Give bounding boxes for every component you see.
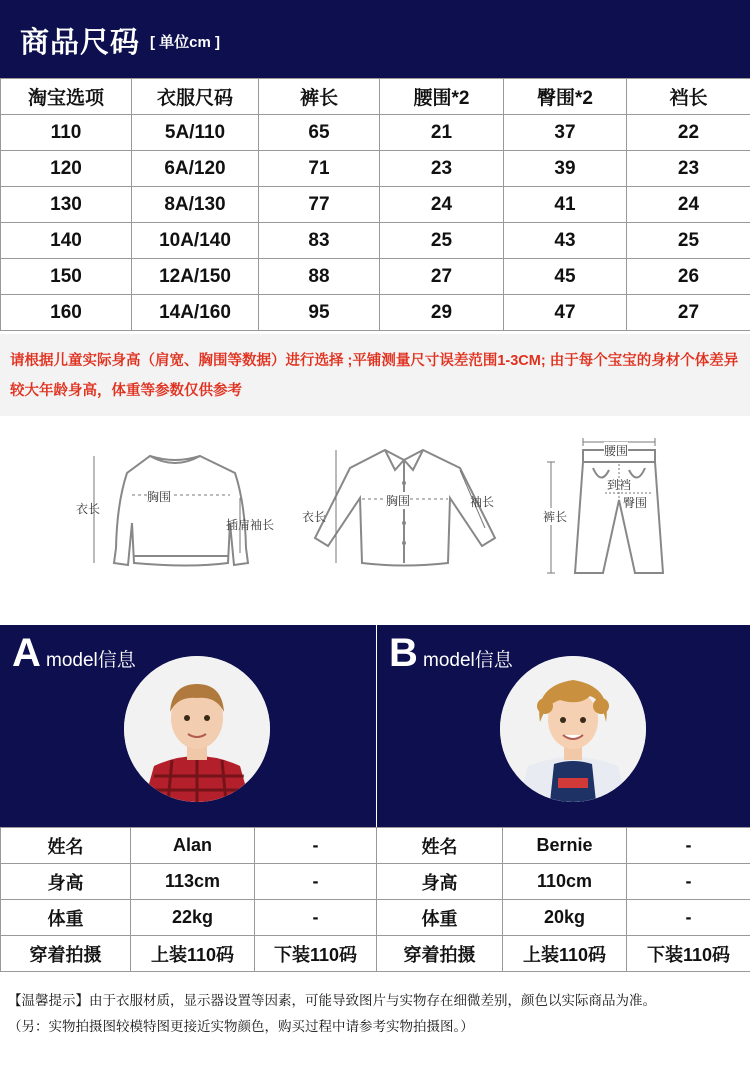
table-cell: 身高 <box>1 864 131 900</box>
table-cell: 姓名 <box>1 828 131 864</box>
tshirt-outline-icon <box>70 428 290 598</box>
table-cell: 10A/140 <box>132 223 259 259</box>
table-row <box>1 187 750 223</box>
tshirt-chest-label: 胸围 <box>147 490 172 504</box>
table-cell: 130 <box>1 187 132 223</box>
model-b-letter: B <box>389 631 418 675</box>
model-b-panel <box>377 625 750 827</box>
table-cell: 22 <box>627 115 750 151</box>
shirt-chest-label: 胸围 <box>386 494 411 508</box>
table-cell: 29 <box>380 295 504 331</box>
pants-crotch-label: 到裆 <box>607 478 632 492</box>
table-cell: 24 <box>380 187 504 223</box>
model-b-avatar <box>500 656 646 802</box>
table-cell: 体重 <box>1 900 131 936</box>
table-cell: 22kg <box>131 900 255 936</box>
table-cell: 41 <box>504 187 627 223</box>
table-cell: 穿着拍摄 <box>1 936 131 972</box>
sizing-note <box>0 334 750 416</box>
table-row <box>1 864 377 900</box>
sizing-note-text: 请根据儿童实际身高（肩宽、胸围等数据）进行选择 ;平铺测量尺寸误差范围1-3CM; 由于每个宝宝的身材个体差异较大年龄身高，体重等参数仅供参考 <box>10 353 739 399</box>
column-header: 臀围*2 <box>504 79 627 115</box>
table-row <box>1 115 750 151</box>
table-row <box>1 936 377 972</box>
table-row <box>1 259 750 295</box>
model-a-avatar <box>124 656 270 802</box>
table-cell: 下装110码 <box>255 936 377 972</box>
table-cell: 120 <box>1 151 132 187</box>
table-row <box>377 828 750 864</box>
table-cell: 21 <box>380 115 504 151</box>
model-b-title: model信息 <box>423 650 513 671</box>
table-cell: 43 <box>504 223 627 259</box>
page-title: 商品尺码 <box>20 27 141 59</box>
model-a-title: model信息 <box>46 650 136 671</box>
column-header: 衣服尺码 <box>132 79 259 115</box>
tips-section <box>8 988 748 1040</box>
table-row <box>1 151 750 187</box>
table-cell: 下装110码 <box>627 936 750 972</box>
table-cell: 8A/130 <box>132 187 259 223</box>
table-cell: 37 <box>504 115 627 151</box>
table-cell: 上装110码 <box>131 936 255 972</box>
table-cell: 65 <box>259 115 380 151</box>
table-row <box>377 936 750 972</box>
table-cell: 27 <box>627 295 750 331</box>
table-row <box>1 223 750 259</box>
table-cell: 24 <box>627 187 750 223</box>
table-cell: 6A/120 <box>132 151 259 187</box>
table-cell: 穿着拍摄 <box>377 936 503 972</box>
table-cell: 25 <box>380 223 504 259</box>
table-cell: - <box>627 828 750 864</box>
table-cell: 83 <box>259 223 380 259</box>
table-cell: 71 <box>259 151 380 187</box>
table-cell: 体重 <box>377 900 503 936</box>
table-cell: 113cm <box>131 864 255 900</box>
column-header: 裤长 <box>259 79 380 115</box>
model-a-panel <box>0 625 376 827</box>
shirt-length-label: 衣长 <box>302 510 327 524</box>
table-cell: 88 <box>259 259 380 295</box>
table-cell: - <box>255 828 377 864</box>
pants-hip-label: 臀围 <box>623 496 648 510</box>
header-bar <box>0 0 750 78</box>
size-table <box>0 78 750 331</box>
table-cell: 上装110码 <box>503 936 627 972</box>
table-cell: 110 <box>1 115 132 151</box>
table-cell: 45 <box>504 259 627 295</box>
table-cell: 140 <box>1 223 132 259</box>
table-row <box>377 864 750 900</box>
table-cell: 150 <box>1 259 132 295</box>
table-cell: 12A/150 <box>132 259 259 295</box>
tips-line: 【温馨提示】由于衣服材质，显示器设置等因素，可能导致图片与实物存在细微差别，颜色以实际商品为准。 <box>8 993 656 1008</box>
column-header: 腰围*2 <box>380 79 504 115</box>
pants-diagram <box>535 428 685 598</box>
size-table-header <box>1 79 750 115</box>
table-cell: 20kg <box>503 900 627 936</box>
table-row <box>1 295 750 331</box>
unit-label: [ 单位cm ] <box>150 34 221 51</box>
shirt-outline-icon <box>300 428 510 598</box>
column-header: 裆长 <box>627 79 750 115</box>
table-row <box>377 900 750 936</box>
column-header: 淘宝选项 <box>1 79 132 115</box>
table-cell: 23 <box>380 151 504 187</box>
tshirt-sleeve-label: 插肩袖长 <box>226 518 275 532</box>
table-cell: 39 <box>504 151 627 187</box>
table-cell: 27 <box>380 259 504 295</box>
table-cell: - <box>255 900 377 936</box>
tshirt-length-label: 衣长 <box>76 502 101 516</box>
table-cell: 身高 <box>377 864 503 900</box>
table-cell: 47 <box>504 295 627 331</box>
table-row <box>1 900 377 936</box>
table-cell: 25 <box>627 223 750 259</box>
shirt-diagram <box>300 428 510 598</box>
table-cell: Bernie <box>503 828 627 864</box>
table-cell: 110cm <box>503 864 627 900</box>
table-cell: - <box>627 864 750 900</box>
table-cell: - <box>255 864 377 900</box>
pants-length-label: 裤长 <box>543 510 568 524</box>
table-cell: 160 <box>1 295 132 331</box>
model-a-table <box>0 827 377 972</box>
model-a-letter: A <box>12 631 41 675</box>
table-cell: 95 <box>259 295 380 331</box>
tips-line: （另：实物拍摄图较模特图更接近实物颜色，购买过程中请参考实物拍摄图。） <box>8 1019 474 1034</box>
model-b-table <box>376 827 750 972</box>
shirt-sleeve-label: 袖长 <box>470 495 495 509</box>
table-cell: 26 <box>627 259 750 295</box>
table-cell: Alan <box>131 828 255 864</box>
tshirt-diagram <box>70 428 290 598</box>
table-cell: 5A/110 <box>132 115 259 151</box>
table-cell: - <box>627 900 750 936</box>
pants-waist-label: 腰围 <box>604 444 629 458</box>
table-cell: 77 <box>259 187 380 223</box>
table-row <box>1 828 377 864</box>
table-cell: 姓名 <box>377 828 503 864</box>
table-cell: 23 <box>627 151 750 187</box>
table-cell: 14A/160 <box>132 295 259 331</box>
